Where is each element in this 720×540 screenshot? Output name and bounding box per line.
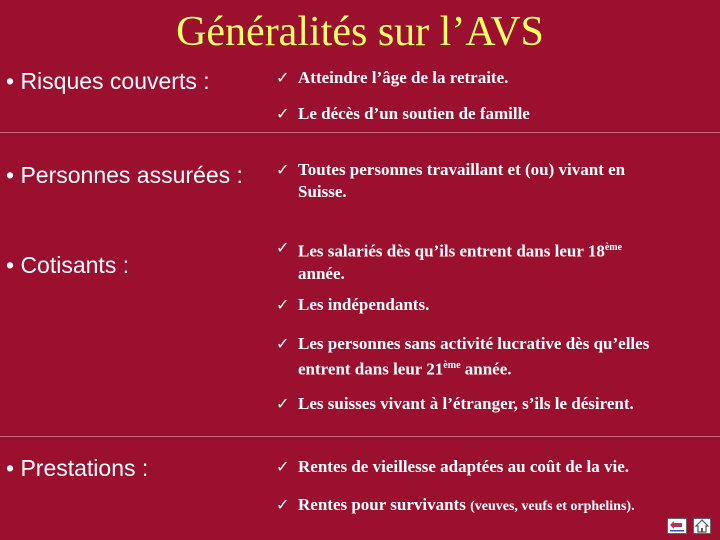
checkmark-icon: ✓ xyxy=(276,160,290,179)
checkmark-icon: ✓ xyxy=(276,495,290,514)
category-risques: • Risques couverts : xyxy=(6,68,210,94)
checkmark-icon: ✓ xyxy=(276,238,290,257)
item-text-small: (veuves, veufs et orphelins). xyxy=(470,499,635,514)
item-text: Les indépendants. xyxy=(298,295,430,314)
item-text: Toutes personnes travaillant et (ou) vivant en Suisse. xyxy=(298,160,626,201)
item-text: Rentes de vieillesse adaptées au coût de la vie. xyxy=(298,457,629,476)
checkmark-icon: ✓ xyxy=(276,104,290,123)
item-text: Le décès d’un soutien de famille xyxy=(298,104,530,123)
item-text-end: année. xyxy=(460,359,512,379)
page-title: Généralités sur l’AVS xyxy=(176,9,544,55)
item-text: Rentes pour survivants xyxy=(298,495,471,514)
list-item xyxy=(276,159,676,203)
checkmark-icon: ✓ xyxy=(276,295,290,314)
list-item xyxy=(276,494,635,518)
back-arrow-icon xyxy=(668,519,686,533)
item-text: Atteindre l’âge de la retraite. xyxy=(298,68,509,87)
divider xyxy=(0,436,720,437)
checkmark-icon: ✓ xyxy=(276,68,290,87)
item-text: Les suisses vivant à l’étranger, s’ils le désirent. xyxy=(298,394,634,413)
checkmark-icon: ✓ xyxy=(276,334,290,353)
list-item xyxy=(276,103,530,125)
checkmark-icon: ✓ xyxy=(276,394,290,413)
category-assures: • Personnes assurées : xyxy=(6,162,243,188)
home-icon xyxy=(694,519,710,533)
category-prestations: • Prestations : xyxy=(6,455,149,481)
superscript: ème xyxy=(443,360,461,371)
list-item xyxy=(276,67,508,89)
divider xyxy=(0,132,720,133)
item-text: Les salariés dès qu’ils entrent dans leur 18 xyxy=(298,241,605,261)
back-button[interactable] xyxy=(667,518,687,534)
category-cotisants: • Cotisants : xyxy=(6,252,130,278)
list-item xyxy=(276,237,666,285)
list-item xyxy=(276,294,429,316)
list-item xyxy=(276,333,666,381)
home-button[interactable] xyxy=(693,518,711,534)
item-text-end: année. xyxy=(298,263,345,283)
item-text: Les personnes sans activité lucrative dès qu’elles entrent dans leur 21 xyxy=(298,334,650,379)
list-item xyxy=(276,393,634,415)
superscript: ème xyxy=(604,242,623,253)
list-item xyxy=(276,456,629,478)
checkmark-icon: ✓ xyxy=(276,457,290,476)
